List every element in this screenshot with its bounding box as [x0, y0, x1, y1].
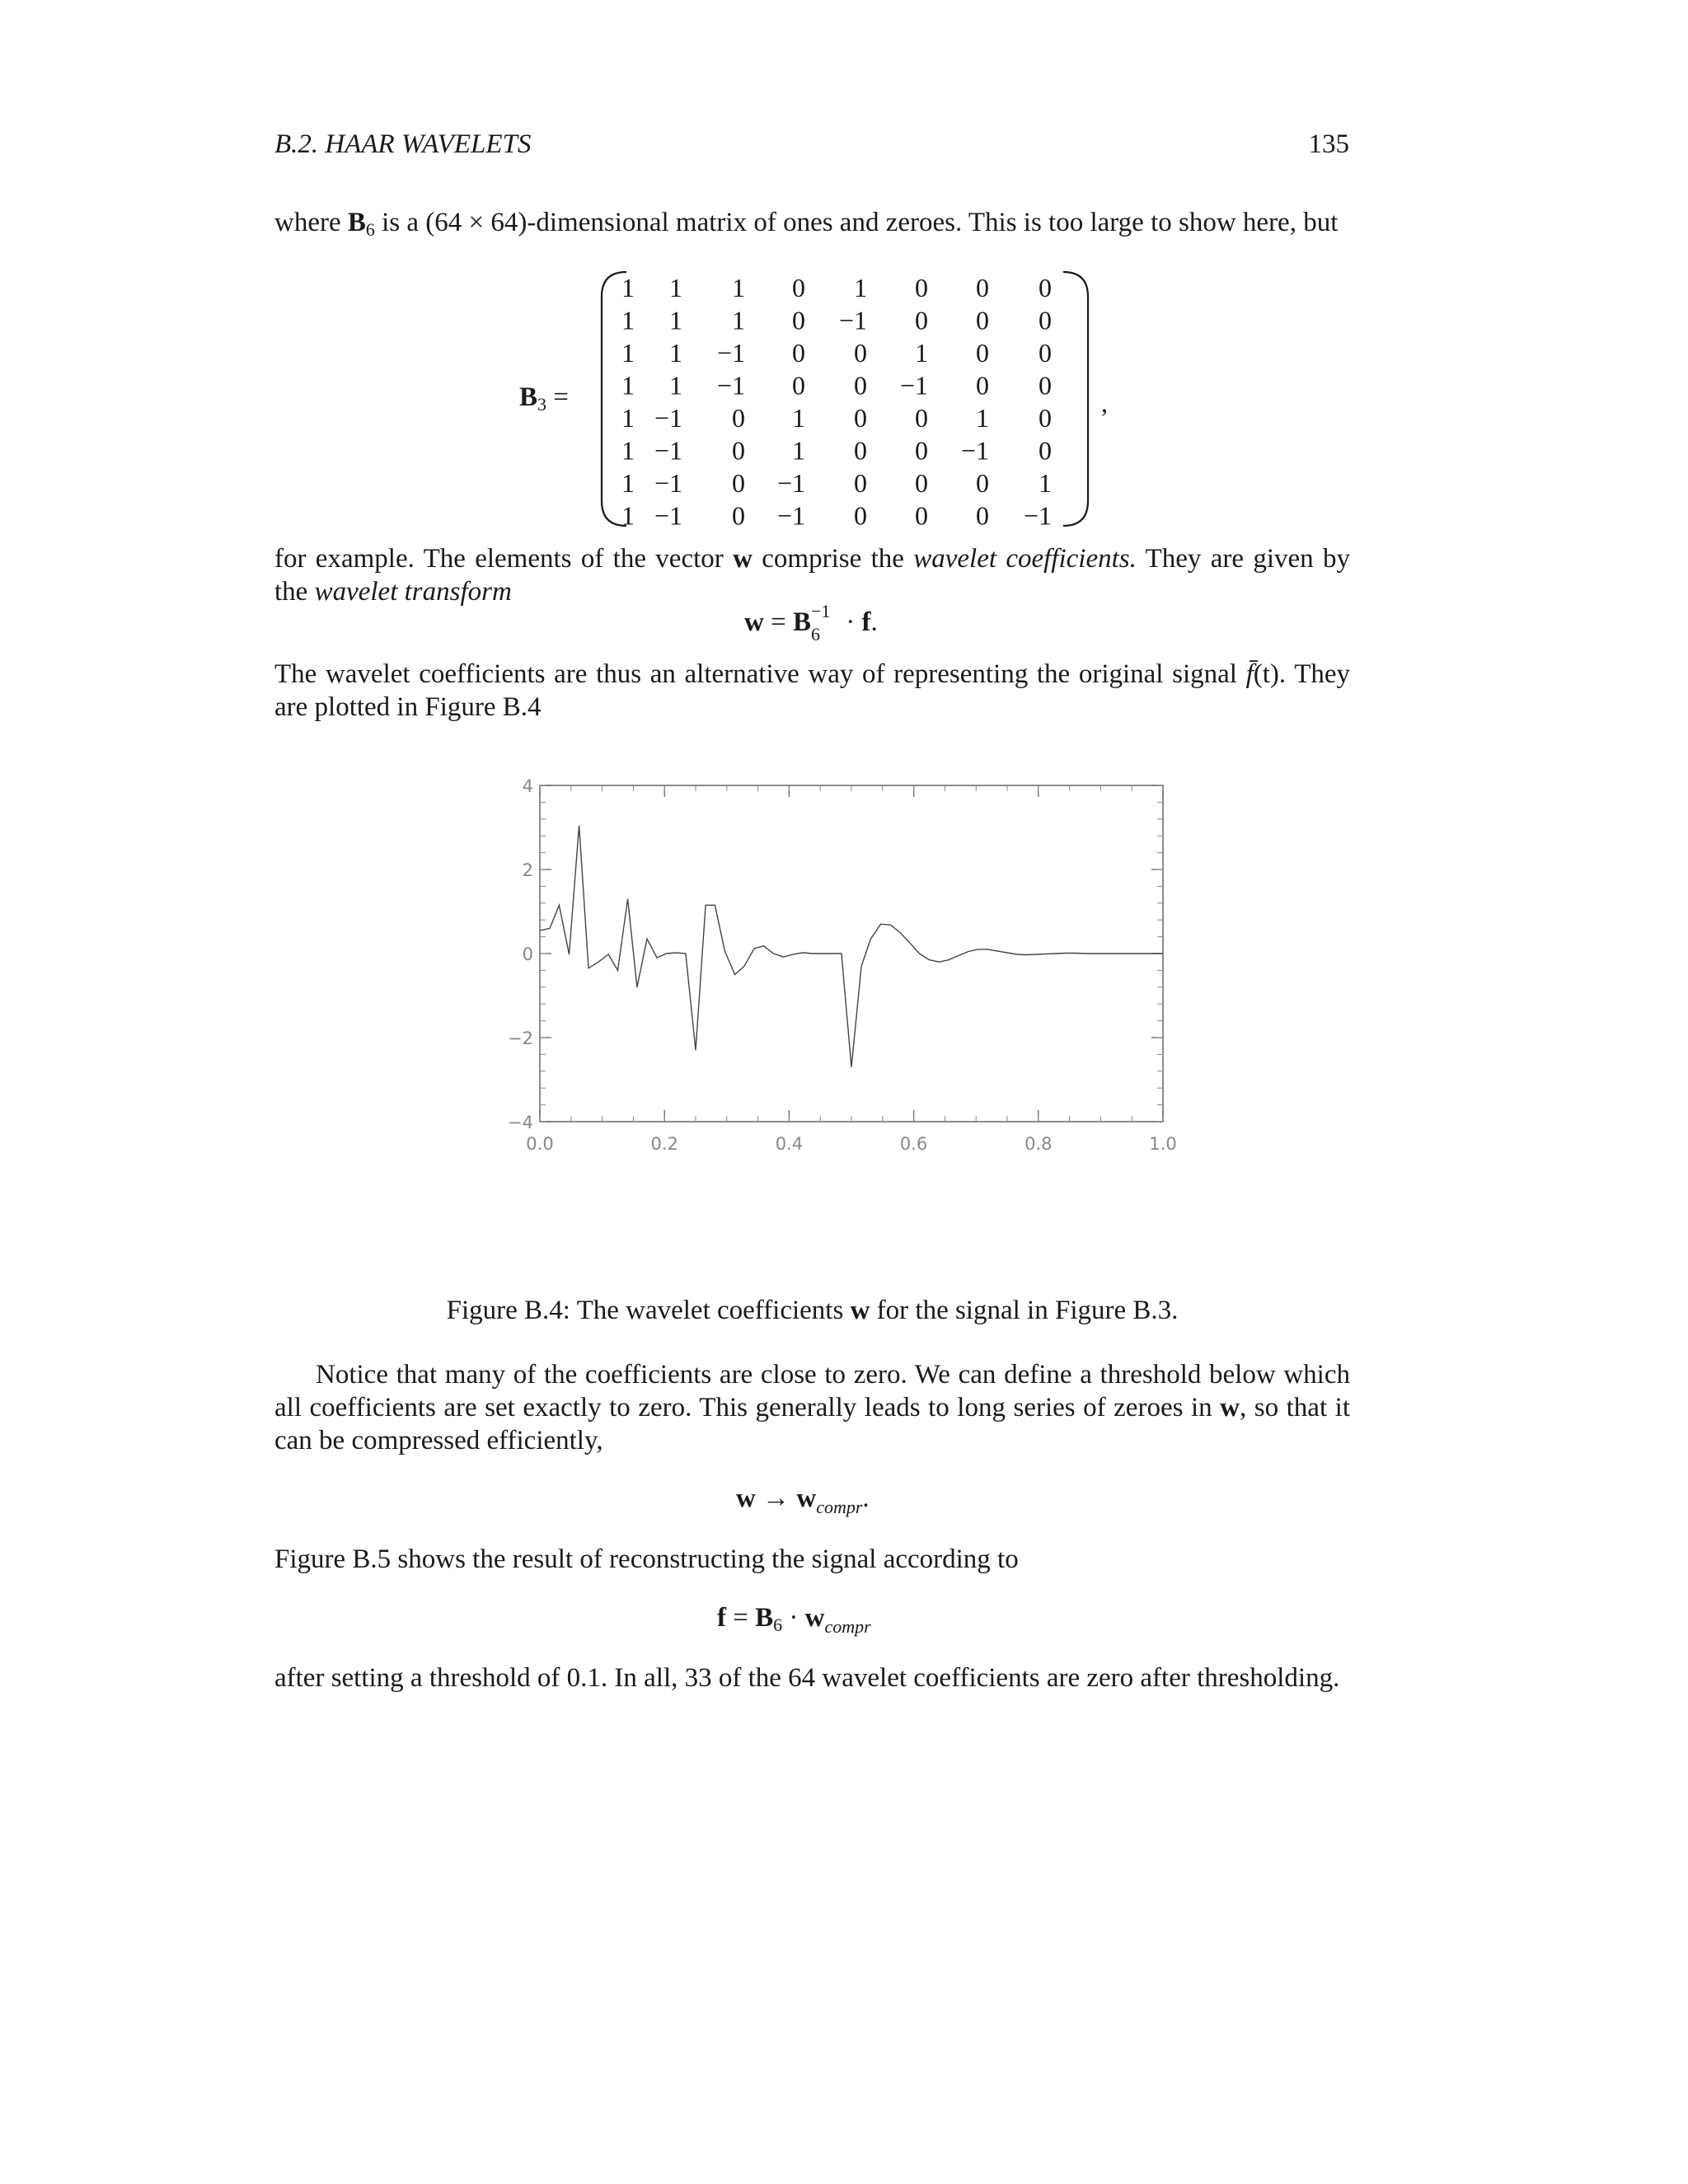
- matrix-cell: 1: [669, 305, 682, 335]
- paragraph-alternative: The wavelet coefficients are thus an alternative way of representing the original signal f̄(t). They are plotted in Figure B.4: [274, 659, 1350, 722]
- x-tick-label: 0.6: [899, 1134, 928, 1154]
- matrix-right-paren: [1063, 272, 1088, 526]
- matrix-cell: −1: [960, 435, 989, 466]
- matrix-cell: 1: [854, 273, 867, 302]
- equation-reconstruction: $f = B6 \cdot w_{compr}$: [717, 1603, 871, 1637]
- matrix-cell: −1: [654, 403, 682, 433]
- equation-wavelet-transform: w = B −1 6 · f.: [744, 601, 878, 644]
- matrix-cell: 1: [669, 338, 682, 368]
- matrix-cell: 0: [915, 500, 928, 531]
- paragraph-threshold: Notice that many of the coefficients are close to zero. We can define a threshold below which all coefficients are set exactly to zero. This generally leads to long series of zeroes in w, so that it can be compressed efficiently,: [274, 1360, 1350, 1455]
- y-tick-label: −4: [508, 1113, 533, 1132]
- matrix-cell: 0: [792, 370, 805, 401]
- matrix-label: B3 =: [519, 382, 569, 415]
- matrix-cell: 0: [792, 305, 805, 335]
- matrix-cell: 0: [1039, 338, 1052, 368]
- matrix-cell: 1: [792, 435, 805, 466]
- y-tick-label: 4: [522, 776, 533, 796]
- matrix-cell: 1: [915, 338, 928, 368]
- x-tick-label: 0.8: [1025, 1134, 1053, 1154]
- matrix-cell: 1: [621, 403, 635, 433]
- matrix-cell: 0: [915, 273, 928, 302]
- matrix-cell: 0: [915, 403, 928, 433]
- matrix-cell: 0: [976, 500, 989, 531]
- paragraph-intro: where B6 is a (64 × 64)-dimensional matrix of ones and zeroes. This is too large to show here, but: [274, 208, 1339, 240]
- matrix-cell: 0: [792, 273, 805, 302]
- matrix-cell: −1: [838, 305, 867, 335]
- matrix-cell: 0: [854, 370, 867, 401]
- matrix-cell: 0: [1039, 305, 1052, 335]
- matrix-cell: −1: [654, 435, 682, 466]
- matrix-cell: 0: [976, 370, 989, 401]
- matrix-cell: 1: [669, 370, 682, 401]
- matrix-cell: 0: [976, 338, 989, 368]
- matrix-cell: −1: [899, 370, 928, 401]
- matrix-cell: 0: [915, 435, 928, 466]
- matrix-cell: 1: [976, 403, 989, 433]
- matrix-cell: 0: [732, 468, 745, 498]
- x-tick-label: 0.2: [650, 1134, 678, 1154]
- wavelet-coefficients-chart: [495, 771, 1203, 1232]
- running-head: B.2. HAAR WAVELETS: [274, 129, 532, 159]
- page-number: 135: [1308, 129, 1349, 159]
- x-tick-label: 0.0: [526, 1134, 554, 1154]
- matrix-cell: 1: [669, 273, 682, 302]
- matrix-cell: 0: [732, 403, 745, 433]
- matrix-trailing-comma: ,: [1101, 388, 1108, 418]
- series-line: [540, 826, 1163, 1067]
- matrix-cell: −1: [654, 468, 682, 498]
- y-tick-label: 2: [522, 860, 533, 880]
- equation-compression: $w \to w_{compr}$.: [736, 1483, 870, 1517]
- matrix-cell: 0: [1039, 403, 1052, 433]
- paragraph-reconstruction: Figure B.5 shows the result of reconstructing the signal according to: [274, 1544, 1019, 1574]
- paragraph-wavelet-coefficients: for example. The elements of the vector w comprise the wavelet coefficients. They are given by the wavelet transform: [274, 544, 1351, 607]
- matrix-cell: −1: [654, 500, 682, 531]
- matrix-cell: 0: [976, 305, 989, 335]
- matrix-cell: 1: [621, 500, 635, 531]
- matrix-cell: 0: [976, 468, 989, 498]
- matrix-cell: −1: [716, 370, 745, 401]
- matrix-cell: 0: [915, 305, 928, 335]
- y-tick-label: −2: [508, 1029, 533, 1048]
- matrix-cell: −1: [776, 500, 805, 531]
- y-tick-label: 0: [522, 944, 533, 964]
- matrix-cell: 0: [854, 338, 867, 368]
- matrix-b3: [0, 0, 1688, 544]
- matrix-cell: 1: [621, 468, 635, 498]
- matrix-cell: 1: [621, 370, 635, 401]
- matrix-cell: 1: [732, 305, 745, 335]
- matrix-cell: −1: [776, 468, 805, 498]
- matrix-cell: 0: [732, 435, 745, 466]
- matrix-cell: 0: [854, 435, 867, 466]
- matrix-cell: 0: [1039, 370, 1052, 401]
- matrix-cell: 0: [854, 500, 867, 531]
- matrix-cell: 0: [854, 468, 867, 498]
- x-tick-label: 0.4: [775, 1134, 804, 1154]
- matrix-cell: 1: [1039, 468, 1052, 498]
- matrix-cell: 1: [621, 338, 635, 368]
- x-tick-label: 1.0: [1149, 1134, 1177, 1154]
- paragraph-result: after setting a threshold of 0.1. In all, 33 of the 64 wavelet coefficients are zero after thresholding.: [274, 1663, 1340, 1693]
- matrix-cell: 0: [792, 338, 805, 368]
- matrix-cell: 0: [1039, 273, 1052, 302]
- matrix-cell: −1: [1023, 500, 1052, 531]
- matrix-cell: −1: [716, 338, 745, 368]
- matrix-cell: 1: [792, 403, 805, 433]
- matrix-cell: 0: [976, 273, 989, 302]
- matrix-cell: 1: [621, 273, 635, 302]
- matrix-cell: 0: [854, 403, 867, 433]
- figure-caption: Figure B.4: The wavelet coefficients w for the signal in Figure B.3.: [446, 1296, 1179, 1325]
- matrix-cell: 1: [732, 273, 745, 302]
- matrix-cell: 0: [1039, 435, 1052, 466]
- matrix-cell: 0: [915, 468, 928, 498]
- matrix-cell: 1: [621, 435, 635, 466]
- matrix-cell: 0: [732, 500, 745, 531]
- matrix-cell: 1: [621, 305, 635, 335]
